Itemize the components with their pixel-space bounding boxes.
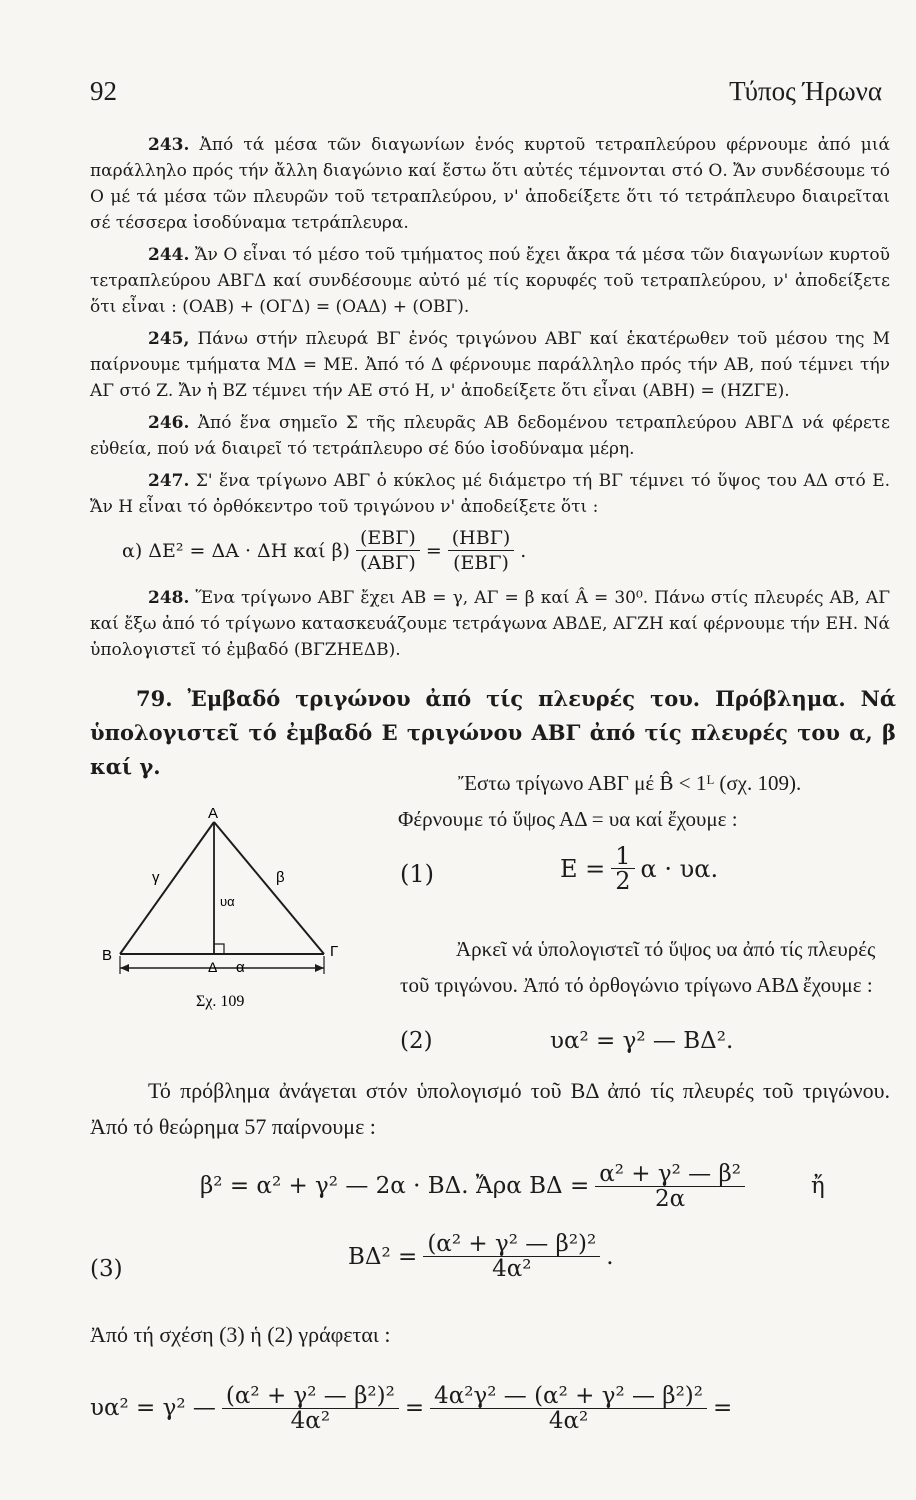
triangle-diagram: [96, 806, 366, 1022]
exercise-248: [90, 585, 890, 663]
exercise-number: 246.: [148, 413, 190, 433]
denominator: 2: [615, 867, 631, 895]
denominator: 4α²: [290, 1407, 331, 1434]
paragraph: [90, 1073, 890, 1145]
exercise-246: [90, 410, 890, 462]
equation-height-squared: [90, 1368, 900, 1448]
side-ac: [214, 822, 324, 954]
equation-label: (1): [400, 860, 434, 888]
figure-caption: Σχ. 109: [196, 993, 245, 1010]
equation-1: [400, 842, 880, 908]
exercise-245: [90, 326, 890, 404]
proof-line-3: Ἀρκεῖ νά ὑπολογιστεῖ τό ὕψος υα ἀπό τίς πλευρές τοῦ τριγώνου. Ἀπό τό ὀρθογώνιο τρίγωνο ΑΒΔ ἔχουμε :: [400, 937, 876, 997]
fraction: [595, 1162, 745, 1211]
equation-cosine-law: [200, 1150, 900, 1222]
numerator: (α² + γ² — β²)²: [423, 1232, 600, 1257]
eq5-lhs: υα² = γ² —: [90, 1395, 216, 1421]
fraction: [423, 1232, 600, 1281]
numerator: (ΕΒΓ): [356, 526, 420, 551]
eq4-lhs: β² = α² + γ² — 2α · ΒΔ. Ἄρα ΒΔ =: [200, 1173, 590, 1199]
vertex-label-g: Γ: [330, 943, 339, 960]
proof-line-2: Φέρνουμε τό ὕψος ΑΔ = υα καί ἔχουμε :: [398, 807, 738, 831]
fraction: [430, 1384, 707, 1433]
exercise-number: 247.: [148, 471, 190, 491]
proof-intro: [398, 765, 896, 837]
fraction: [222, 1384, 399, 1433]
eq1-lhs: Ε =: [560, 854, 606, 883]
exercise-247-formula: α) ΔΕ² = ΔΑ · ΔΗ καί β) $\frac{\text{(ΕΒΓ)}}{\text{(ΑΒΓ)}}$ = $\frac{\text{(ΗΒΓ)}}{\text{(ΕΒΓ)}}$ .: [122, 527, 527, 574]
running-title: Τύπος Ήρωνα: [729, 76, 882, 106]
exercise-244: [90, 242, 890, 320]
fraction: [611, 844, 634, 893]
numerator: (α² + γ² — β²)²: [222, 1384, 399, 1409]
equation-3: [90, 1232, 890, 1304]
exercise-number: 244.: [148, 245, 190, 265]
section-number: 79.: [136, 686, 173, 711]
numerator: 4α²γ² — (α² + γ² — β²)²: [430, 1384, 707, 1409]
right-angle-mark: [214, 944, 224, 954]
equation-2: [400, 1028, 890, 1062]
vertex-label-b: Β: [102, 947, 113, 964]
exercise-list: [90, 132, 890, 669]
relation-line: Ἀπό τή σχέση (3) ἡ (2) γράφεται :: [90, 1322, 391, 1347]
vertex-label-d: Δ: [208, 959, 218, 975]
proof-continuation: [400, 910, 894, 1024]
exercise-text: Σ' ἕνα τρίγωνο ΑΒΓ ὁ κύκλος μέ διάμετρο τή ΒΓ τέμνει τό ὕψος του ΑΔ στό Ε. Ἄν Η εἶναι τό ὀρθόκεντρο τοῦ τριγώνου ν' ἀποδείξετε ὅτι :: [90, 471, 891, 517]
page-number: 92: [90, 76, 117, 106]
equation-label: (2): [400, 1028, 433, 1054]
exercise-247: [90, 468, 890, 575]
formula-part-a: α) ΔΕ² = ΔΑ · ΔΗ καί β): [122, 539, 350, 562]
denominator: (ΕΒΓ): [453, 552, 509, 574]
denominator: 2α: [655, 1185, 686, 1212]
exercise-text: Ἄν Ο εἶναι τό μέσο τοῦ τμήματος πού ἔχει ἄκρα τά μέσα τῶν διαγωνίων κυρτοῦ τετραπλεύρου ΑΒΓΔ καί συνδέσουμε αὐτό μέ τίς κορυφές τοῦ τετραπλεύρου, ν' ἀποδείξετε ὅτι εἶναι : (ΟΑΒ) + (ΟΓΔ) = (ΟΑΔ) + (ΟΒΓ).: [90, 245, 890, 317]
height-label: υα: [220, 894, 235, 909]
exercise-number: 245,: [148, 329, 190, 349]
eq3-tail: .: [606, 1243, 614, 1270]
side-label-beta: β: [276, 869, 285, 886]
denominator: (ΑΒΓ): [360, 552, 416, 574]
side-label-gamma: γ: [152, 869, 160, 886]
eq5-mid: =: [404, 1395, 425, 1421]
numerator: α² + γ² — β²: [595, 1162, 745, 1187]
equation-label: (3): [90, 1256, 123, 1282]
vertex-label-a: Α: [208, 806, 219, 822]
fraction: [356, 526, 420, 575]
section-title: Ἐμβαδό τριγώνου ἀπό τίς πλευρές του. Πρόβλημα. Νά ὑπολογιστεῖ τό ἐμβαδό Ε τριγώνου ΑΒΓ ἀπό τίς πλευρές του α, β καί γ.: [90, 686, 896, 779]
eq4-tail: ἤ: [810, 1173, 825, 1199]
eq5-tail: =: [713, 1395, 733, 1421]
paragraph-text: Τό πρόβλημα ἀνάγεται στόν ὑπολογισμό τοῦ ΒΔ ἀπό τίς πλευρές τοῦ τριγώνου. Ἀπό τό θεώρημα 57 παίρνουμε :: [90, 1078, 890, 1139]
exercise-text: Ἀπό τά μέσα τῶν διαγωνίων ἑνός κυρτοῦ τετραπλεύρου φέρνουμε ἀπό μιά παράλληλο πρός τήν ἄλλη διαγώνιο καί ἔστω ὅτι αὐτές τέμνονται στό Ο. Ἄν συνδέσουμε τό Ο μέ τά μέσα τῶν πλευρῶν τοῦ τετραπλεύρου, ν' ἀποδείξετε ὅτι τό τετράπλευρο διαιρεῖται σέ τέσσερα ἰσοδύναμα τετράπλευρα.: [90, 135, 890, 233]
eq1-rhs: α · υα.: [640, 854, 719, 883]
base-label-alpha: α: [236, 959, 245, 976]
proof-line-1: Ἔστω τρίγωνο ΑΒΓ μέ B̂ < 1ᴸ (σχ. 109).: [458, 771, 802, 795]
exercise-text: Πάνω στήν πλευρά ΒΓ ἑνός τριγώνου ΑΒΓ καί ἑκατέρωθεν τοῦ μέσου της Μ παίρνουμε τμήματα ΜΔ = ΜΕ. Ἀπό τό Δ φέρνουμε παράλληλο πρός τήν ΑΒ, πού τέμνει τήν ΑΓ στό Ζ. Ἄν ἡ ΒΖ τέμνει τήν ΑΕ στό Η, ν' ἀποδείξετε ὅτι εἶναι (ΑΒΗ) = (ΗΖΓΕ).: [90, 329, 890, 401]
eq2-body: υα² = γ² — ΒΔ².: [550, 1028, 734, 1054]
denominator: 4α²: [492, 1256, 532, 1282]
page-header: [90, 76, 882, 116]
exercise-number: 243.: [148, 135, 190, 155]
denominator: 4α²: [548, 1407, 589, 1434]
fraction: [448, 526, 515, 575]
numerator: 1: [611, 844, 634, 869]
exercise-text: Ἕνα τρίγωνο ΑΒΓ ἔχει ΑΒ = γ, ΑΓ = β καί Â = 30⁰. Πάνω στίς πλευρές ΑΒ, ΑΓ καί ἔξω ἀπό τό τρίγωνο κατασκευάζουμε τετράγωνα ΑΒΔΕ, ΑΓΖΗ καί φέρνουμε τήν ΕΗ. Νά ὑπολογιστεῖ τό ἐμβαδό (ΒΓΖΗΕΔΒ).: [90, 588, 891, 660]
exercise-text: Ἀπό ἕνα σημεῖο Σ τῆς πλευρᾶς ΑΒ δεδομένου τετραπλεύρου ΑΒΓΔ νά φέρετε εὐθεία, πού νά διαιρεῖ τό τετράπλευρο σέ δύο ἰσοδύναμα μέρη.: [90, 413, 890, 459]
side-ab: [120, 822, 214, 954]
exercise-number: 248.: [148, 588, 190, 608]
figure-109: [96, 806, 366, 1022]
numerator: (ΗΒΓ): [448, 526, 515, 551]
eq3-lhs: ΒΔ² =: [348, 1243, 418, 1270]
exercise-243: [90, 132, 890, 236]
